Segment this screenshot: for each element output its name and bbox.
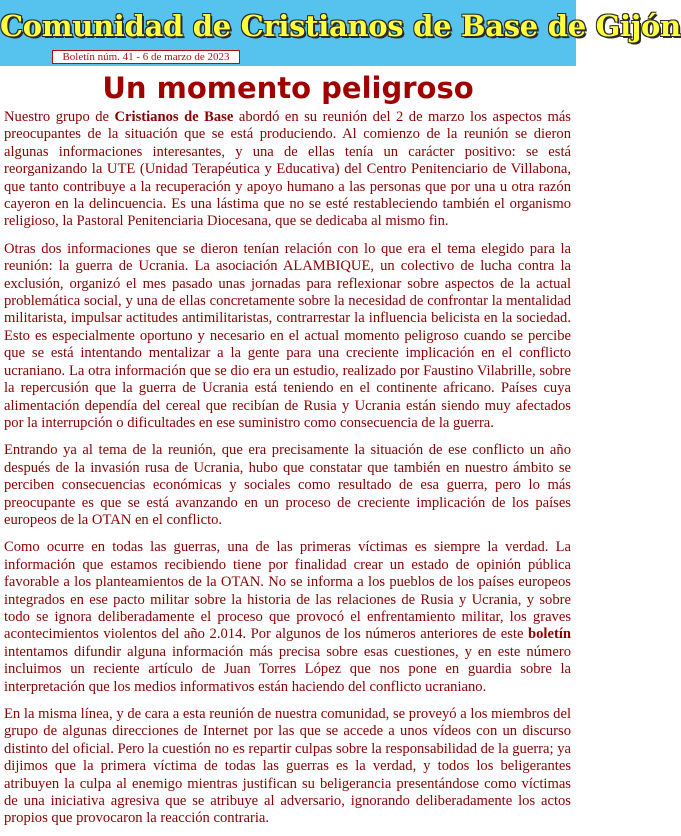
- header-band: [0, 0, 681, 66]
- article-title: Un momento peligroso: [102, 71, 474, 105]
- paragraph-1-start: Nuestro grupo de: [4, 109, 115, 125]
- paragraph-4-start: Como ocurre en todas las guerras, una de las primeras víctimas es siempre la verdad. La información que estamos recibiendo tiene por finalidad crear un estado de opinión pública favorable a los planteamientos de la OTAN. No se informa a los pueblos de los países europeos integrados en ese pacto militar sobre la historia de las relaciones de Rusia y Ucrania, y sobre todo se ignora deliberadamente el proceso que provocó el enfrentamiento militar, los graves acontecimientos violentos del año 2.014. Por algunos de los números anteriores de este: [4, 539, 571, 643]
- bulletin-number-date: Boletín núm. 41 - 6 de marzo de 2023: [52, 50, 240, 64]
- paragraph-3: Entrando ya al tema de la reunión, que era precisamente la situación de ese conflicto un año después de la invasión rusa de Ucrania, hubo que constatar que también en nuestro ámbito se perciben consecuencias económicas y sociales como resultado de esa guerra, pero lo más preocupante es que se está avanzando en un proceso de creciente implicación de los países europeos de la OTAN en el conflicto.: [4, 442, 571, 528]
- paragraph-4-rest: intentamos difundir alguna información más precisa sobre esas cuestiones, y en este número incluimos un reciente artículo de Juan Torres López que nos pone en guardia sobre la interpretación que los medios informativos están haciendo del conflicto ucraniano.: [4, 643, 571, 695]
- paragraph-1-rest: abordó en su reunión del 2 de marzo los aspectos más preocupantes de la situación que se está produciendo. Al comienzo de la reunión se dieron algunas informaciones interesantes, y una de ellas tenía un carácter positivo: se está reorganizando la UTE (Unidad Terapéutica y Educativa) del Centro Penitenciario de Villabona, que tanto contribuye a la recuperación y apoyo humano a las personas que por una u otra razón cayeron en la delincuencia. Es una lástima que no se esté restableciendo también el organismo religioso, la Pastoral Penitenciaria Diocesana, que se dedicaba al mismo fin.: [4, 109, 571, 230]
- paragraph-4: [4, 539, 571, 696]
- paragraph-5: En la misma línea, y de cara a esta reunión de nuestra comunidad, se proveyó a los miembros del grupo de algunas direcciones de Internet por las que se accede a unos vídeos con un discurso distinto del oficial. Pero la cuestión no es repartir culpas sobre la responsabilidad de la guerra; ya dijimos que la primera víctima de todas las guerras es la verdad, y todos los beligerantes atribuyen la culpa al enemigo mientras justifican su beligerancia presentándose como víctimas de una iniciativa agresiva que se atribuye al adversario, ignorando deliberadamente los actos propios que provocaron la reacción contraria.: [4, 706, 571, 827]
- article-body: [4, 109, 571, 834]
- paragraph-2: Otras dos informaciones que se dieron tenían relación con lo que era el tema elegido para la reunión: la guerra de Ucrania. La asociación ALAMBIQUE, un colectivo de lucha contra la exclusión, organizó el mes pasado unas jornadas para reflexionar sobre aspectos de la actual problemática social, y una de ellas concretamente sobre la necesidad de confrontar la mentalidad militarista, impulsar actitudes antimilitaristas, contrarrestar la influencia belicista en la sociedad. Esto es especialmente oportuno y necesario en el actual momento peligroso cuando se percibe que se está intentando mentalizar a la gente para una creciente implicación en el conflicto ucraniano. La otra información que se dio era un estudio, realizado por Faustino Vilabrille, sobre la repercusión que la guerra de Ucrania está teniendo en el continente africano. Países cuya alimentación dependía del cereal que recibían de Rusia y Ucrania están siendo muy afectados por la interrupción o dificultades en ese suministro como consecuencia de la guerra.: [4, 240, 571, 431]
- bulletin-word-bold: boletín: [528, 626, 571, 643]
- masthead-title: Comunidad de Cristianos de Base de Gijón: [0, 9, 681, 43]
- group-name-bold: Cristianos de Base: [114, 109, 234, 125]
- paragraph-1: [4, 109, 571, 231]
